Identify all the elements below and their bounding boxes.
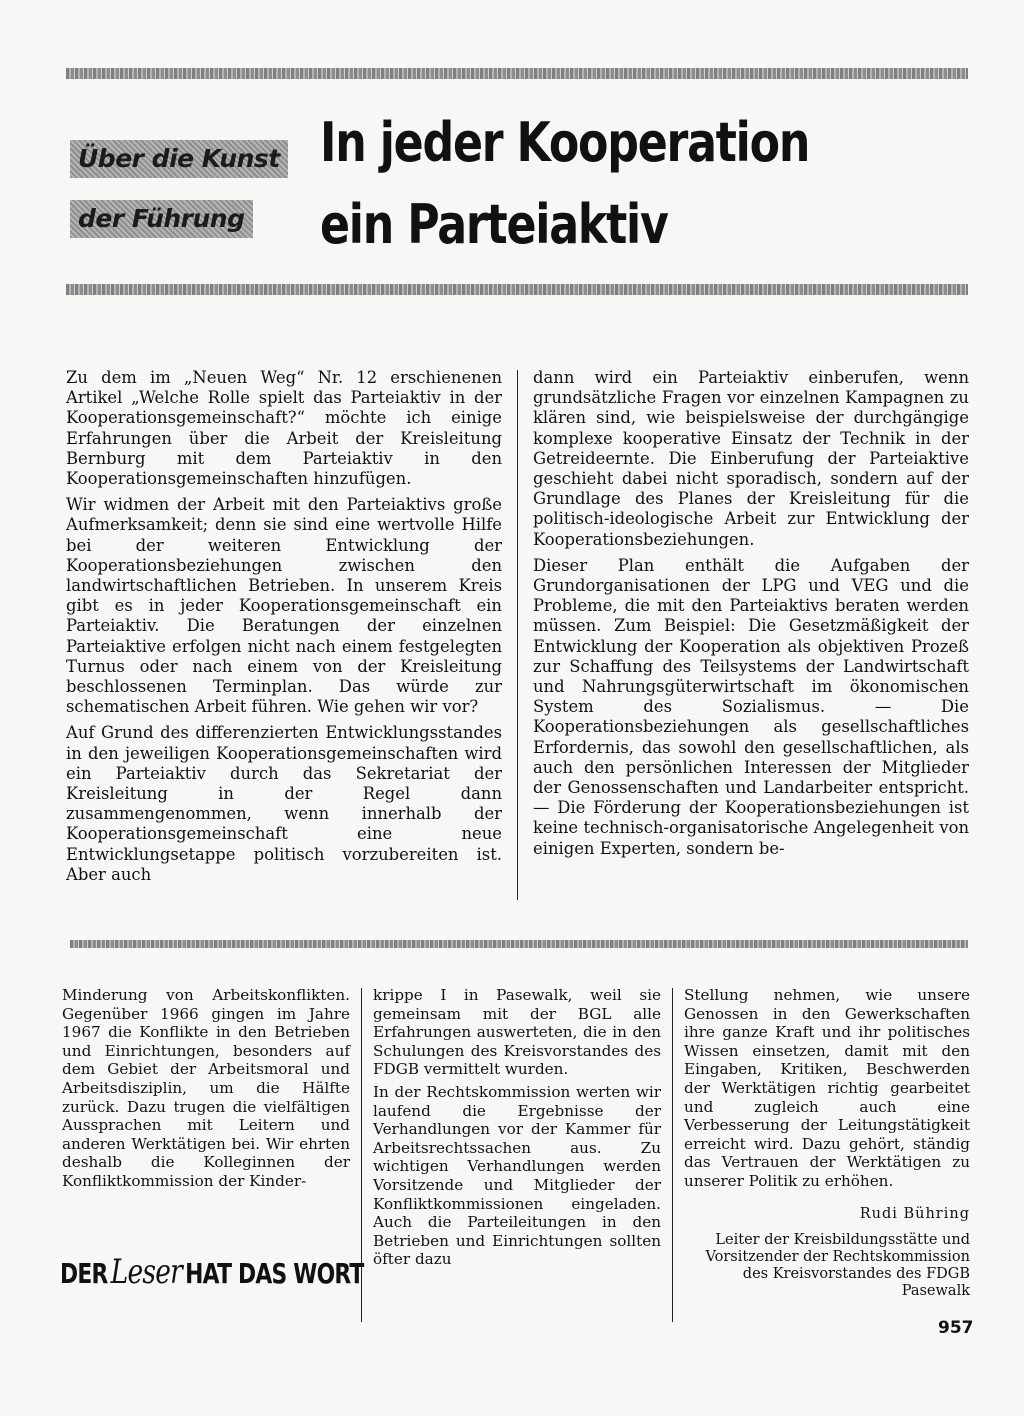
letter-paragraph: krippe I in Pasewalk, weil sie gemeinsam mit der BGL alle Erfahrungen auswerteten, die in den Schulungen des Kreisvorstandes des FDGB vermittelt wurden.	[373, 986, 661, 1079]
letter-column-2	[373, 986, 661, 1273]
article-paragraph: Wir widmen der Arbeit mit den Parteiaktivs große Aufmerksamkeit; denn sie sind eine wertvolle Hilfe bei der weiteren Entwicklung der Kooperationsbeziehungen zwischen den landwirtschaftlichen Betrieben. In unserem Kreis gibt es in jeder Kooperationsgemeinschaft ein Parteiaktiv. Die Beratungen der einzelnen Parteiaktive erfolgen nicht nach einem festgelegten Turnus oder nach einem von der Kreisleitung beschlossenen Terminplan. Das würde zur schematischen Arbeit führen. Wie gehen wir vor?	[66, 495, 502, 717]
headline-line-2: ein Parteiaktiv	[320, 193, 668, 256]
letter-divider-2	[672, 988, 673, 1322]
letter-column-3	[684, 986, 970, 1195]
column-logo	[60, 1252, 364, 1292]
logo-script-leser: Leser	[110, 1252, 183, 1292]
logo-der: DER	[60, 1257, 108, 1290]
article-paragraph: Dieser Plan enthält die Aufgaben der Grundorganisationen der LPG und VEG und die Probleme, die mit den Parteiaktivs beraten werden müssen. Zum Beispiel: Die Gesetzmäßigkeit der Entwicklung der Kooperation als objektiven Prozeß zur Schaffung des Teilsystems der Landwirtschaft und Nahrungsgüterwirtschaft im ökonomischen System des Sozialismus. — Die Kooperationsbeziehungen als gesellschaftliches Erfordernis, das sowohl den gesellschaftlichen, als auch den persönlichen Interessen der Mitglieder der Genossenschaften und Landarbeiter entspricht. — Die Förderung der Kooperationsbeziehungen ist keine technisch-organisatorische Angelegenheit von einigen Experten, sondern be-	[533, 555, 969, 858]
letter-paragraph: Stellung nehmen, wie unsere Genossen in den Gewerkschaften ihre ganze Kraft und ihr politisches Wissen einsetzen, damit mit den Eingaben, Kritiken, Beschwerden der Werktätigen richtig gearbeitet und zugleich auch eine Verbesserung der Leitungstätigkeit erreicht wird. Dazu gehört, ständig das Vertrauen der Werktätigen zu unserer Politik zu erhöhen.	[684, 986, 970, 1190]
section-separator	[70, 940, 968, 948]
headline-bottom-rule	[66, 284, 968, 295]
top-rule	[66, 68, 968, 79]
author-name: Rudi Bühring	[859, 1206, 970, 1222]
article-column-right	[533, 368, 969, 865]
kicker-line-1: Über die Kunst	[70, 140, 288, 178]
article-column-divider	[517, 370, 518, 900]
letter-column-1	[62, 986, 350, 1195]
letter-author-role: Leiter der Kreisbildungsstätte und Vorsitzender der Rechtskommission des Kreisvorstandes des FDGB Pasewalk	[705, 1232, 970, 1299]
letter-author	[684, 1206, 970, 1223]
article-paragraph: Auf Grund des differenzierten Entwicklungsstandes in den jeweiligen Kooperationsgemeinschaften wird ein Parteiaktiv durch das Sekretariat der Kreisleitung in der Regel dann zusammengenommen, wenn innerhalb der Kooperationsgemeinschaft eine neue Entwicklungsetappe politisch vorzubereiten ist. Aber auch	[66, 723, 502, 884]
letter-paragraph: In der Rechtskommission werten wir laufend die Ergebnisse der Verhandlungen vor der Kammer für Arbeitsrechtssachen aus. Zu wichtigen Verhandlungen werden Vorsitzende und Mitglieder der Konfliktkommissionen eingeladen. Auch die Parteileitungen in den Betrieben und Einrichtungen sollten öfter dazu	[373, 1082, 661, 1269]
kicker-line-2: der Führung	[70, 200, 253, 238]
page-number: 957	[938, 1318, 974, 1338]
article-paragraph: dann wird ein Parteiaktiv einberufen, wenn grundsätzliche Fragen vor einzelnen Kampagnen zu klären sind, wie beispielsweise der durchgängige komplexe kooperative Einsatz der Technik in der Getreideernte. Die Einberufung der Parteiaktive geschieht dabei nicht sporadisch, sondern auf der Grundlage des Planes der Kreisleitung für die politisch-ideologische Arbeit zur Entwicklung der Kooperationsbeziehungen.	[533, 368, 969, 549]
logo-hat-das-wort: HAT DAS WORT	[185, 1257, 364, 1290]
headline-line-1: In jeder Kooperation	[320, 111, 810, 174]
article-column-left	[66, 368, 502, 891]
article-paragraph: Zu dem im „Neuen Weg“ Nr. 12 erschienenen Artikel „Welche Rolle spielt das Parteiaktiv in der Kooperationsgemeinschaft?“ möchte ich einige Erfahrungen über die Arbeit der Kreisleitung Bernburg mit dem Parteiaktiv in den Kooperationsgemeinschaften hinzufügen.	[66, 368, 502, 489]
letter-paragraph: Minderung von Arbeitskonflikten. Gegenüber 1966 gingen im Jahre 1967 die Konflikte in den Betrieben und Einrichtungen, besonders auf dem Gebiet der Arbeitsmoral und Arbeitsdisziplin, um die Hälfte zurück. Dazu trugen die vielfältigen Aussprachen mit Leitern und anderen Werktätigen bei. Wir ehrten deshalb die Kolleginnen der Konfliktkommission der Kinder-	[62, 986, 350, 1190]
